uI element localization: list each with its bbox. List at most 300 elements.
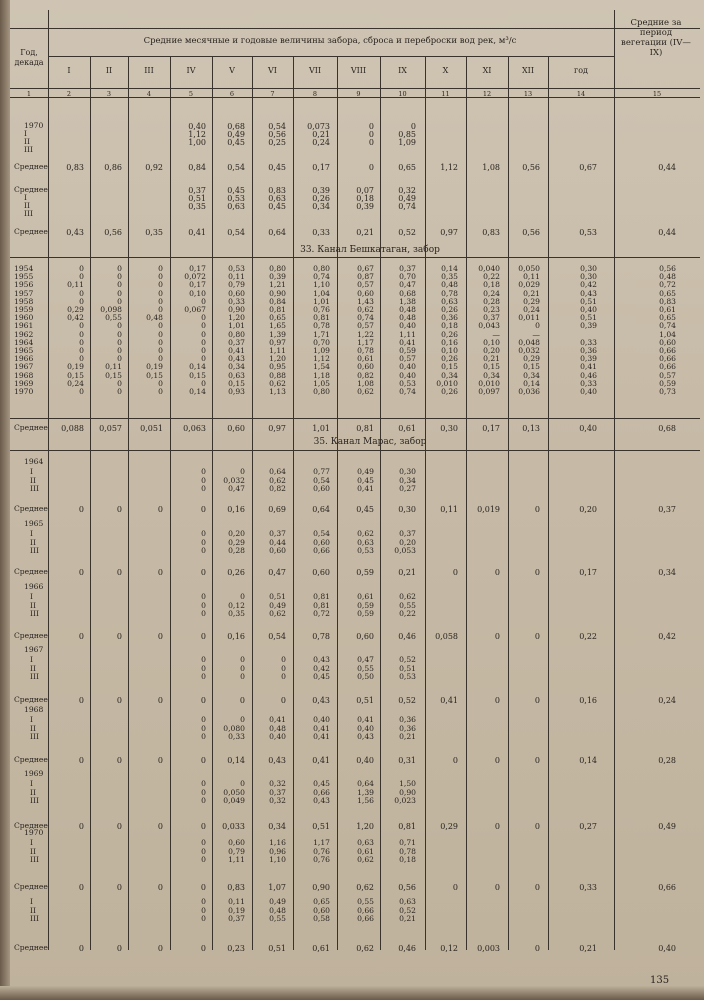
table-cell: 0,12 [228,600,245,610]
table-cell: 0,63 [357,537,374,547]
table-cell: 0,66 [659,346,676,355]
avg-cell: 0,45 [356,505,374,514]
table-cell: 0,52 [399,905,416,915]
avg-cell: 0,40 [579,424,597,433]
year-label: 1955 [14,272,34,282]
table-cell: 0,10 [189,288,206,298]
table-cell: 0,95 [269,362,286,372]
table-cell: 0 [240,655,245,664]
avg-label: Среднее [14,567,48,576]
table-cell: 0,34 [523,370,540,380]
row-label: I [24,193,27,202]
column-number: 5 [188,90,194,98]
year-label: 1968 [14,370,34,380]
avg-cell: 0,26 [227,568,245,577]
table-cell: 0,29 [523,296,540,306]
table-cell: 0,14 [523,378,540,388]
table-cell: 0,45 [357,475,374,485]
avg-cell: 0 [200,756,206,765]
table-cell: 1,17 [357,337,374,347]
table-cell: 0,93 [228,387,245,396]
table-cell: 0 [368,130,374,139]
avg-cell: 0,78 [312,632,330,641]
table-cell: 0 [79,296,84,306]
table-cell: 0,029 [518,280,540,290]
table-cell: 0,43 [357,732,374,741]
table-cell: 0,10 [441,346,458,355]
table-cell: 0,55 [399,600,416,610]
table-cell: 0,39 [580,354,597,364]
table-cell: 0,45 [313,779,330,788]
avg-label: Среднее [14,821,48,830]
avg-label: Среднее [14,943,48,952]
table-cell: 0 [281,672,286,681]
table-cell: 1,18 [313,370,330,380]
column-number: 3 [106,90,112,98]
table-cell: 0,83 [482,228,500,237]
table-cell: 0,78 [357,346,374,355]
table-cell: 0,18 [441,321,458,331]
table-cell: 0,49 [227,130,245,139]
table-cell: 0 [201,715,206,724]
table-cell: 0,67 [579,163,597,172]
table-cell: 0,57 [399,354,416,364]
table-cell: 0,18 [483,280,500,290]
avg-cell: 0 [200,822,206,831]
row-label: Среднее [14,227,48,236]
table-cell: 0,48 [659,272,676,282]
table-cell: 0 [201,354,206,364]
table-cell: 1,50 [399,779,416,788]
column-number: 12 [482,90,492,98]
table-cell: 0,63 [227,202,245,211]
table-cell: 0,15 [189,370,206,380]
table-cell: 1,22 [357,329,374,339]
table-cell: 0,55 [269,914,286,923]
month-header-10: X [442,66,449,75]
avg-cell: 0 [494,568,500,577]
month-header-5: V [229,66,235,75]
table-cell: 0,43 [228,354,245,364]
table-cell: 0,68 [399,288,416,298]
header-veg-title: Средние за период вегетации (IV—IX) [621,18,691,58]
table-cell: 0,11 [105,362,122,372]
table-cell: 0,62 [357,529,374,538]
avg-cell: 0 [200,568,206,577]
avg-cell: 0,51 [312,822,330,831]
avg-cell: 0,34 [268,822,286,831]
table-cell: 0,032 [518,346,540,355]
table-cell: 0 [158,354,163,364]
table-cell: 0,40 [580,305,597,314]
avg-cell: 0 [78,756,84,765]
table-cell: 0,30 [399,467,416,476]
table-cell: 0,41 [580,362,597,372]
table-cell: 0,26 [441,387,458,396]
table-cell: 0 [117,280,122,290]
avg-cell: 0,14 [579,756,597,765]
table-cell: 0,073 [307,122,330,131]
avg-cell: 0,063 [183,424,206,433]
table-cell: 0,40 [357,723,374,733]
table-cell: 0,40 [399,362,416,372]
table-cell: 1,12 [440,163,458,172]
table-cell: 0,17 [189,280,206,290]
table-cell: 0,34 [441,370,458,380]
avg-cell: 0 [494,822,500,831]
table-cell: 0,54 [227,163,245,172]
table-cell: 0,60 [357,362,374,372]
table-cell: 0,41 [313,723,330,733]
table-cell: 0,77 [313,467,330,476]
avg-cell: 0 [200,883,206,892]
table-cell: 0,63 [441,296,458,306]
avg-cell: 0,033 [222,822,245,831]
table-cell: 0,30 [580,272,597,282]
month-header-8: VIII [350,66,367,75]
table-cell: 0,14 [441,264,458,273]
table-cell: 0,15 [523,362,540,372]
table-cell: 0,11 [228,272,245,282]
avg-cell: 0 [157,756,163,765]
year-label: 1968 [24,705,44,714]
avg-cell: 0 [157,505,163,514]
table-cell: 0,52 [398,228,416,237]
table-cell: 0,55 [357,663,374,673]
avg-cell: 0,51 [268,944,286,953]
year-label: 1967 [24,645,44,654]
table-cell: 0,41 [188,228,206,237]
table-cell: 0,049 [223,796,245,805]
table-cell: 0,74 [398,202,416,211]
table-cell: 0,59 [659,378,676,388]
table-cell: 0,35 [145,228,163,237]
avg-cell: 0,61 [312,944,330,953]
table-cell: 0 [201,723,206,733]
table-cell: 0 [240,715,245,724]
decade-label: II [30,475,36,485]
avg-cell: 0,41 [312,756,330,765]
table-cell: 0,47 [228,484,245,493]
decade-label: II [30,537,36,547]
table-cell: 0,46 [580,370,597,380]
year-label: 1969 [14,378,34,388]
avg-cell: 0 [534,822,540,831]
avg-cell: 0 [157,944,163,953]
table-cell: 0,53 [399,378,416,388]
year-label: 1954 [14,264,34,273]
avg-cell: 0,46 [398,632,416,641]
year-label: 1969 [24,769,44,778]
row-label: Среднее [14,185,48,194]
table-cell: 0,66 [659,354,676,364]
table-cell: 1,17 [313,838,330,847]
table-cell: 0,40 [580,387,597,396]
table-cell: 0 [158,296,163,306]
table-cell: 0,72 [313,609,330,618]
table-cell: 0 [201,346,206,355]
avg-cell: 0 [534,883,540,892]
table-cell: 1,13 [269,387,286,396]
table-cell: 0,18 [399,855,416,864]
table-cell: 0,56 [522,228,540,237]
table-cell: 0,74 [313,272,330,282]
avg-cell: 0,058 [435,632,458,641]
table-cell: 0,92 [145,163,163,172]
table-cell: 0,41 [357,715,374,724]
table-cell: 0,80 [313,264,330,273]
avg-label: Среднее [14,695,48,704]
year-label: 1957 [14,288,34,298]
avg-cell: 0,49 [658,822,676,831]
avg-cell: 0,17 [579,568,597,577]
table-cell: 0,45 [313,672,330,681]
avg-cell: 0,52 [398,696,416,705]
decade-label: I [30,467,33,476]
avg-cell: 0,17 [482,424,500,433]
avg-label: Среднее [14,631,48,640]
table-cell: 0,62 [269,609,286,618]
column-number: 14 [576,90,586,98]
table-cell: 0,15 [67,370,84,380]
table-cell: 0 [158,321,163,331]
table-cell: 0,61 [357,592,374,601]
header-god-dekada: Год, декада [14,48,44,67]
year-label: 1965 [14,346,34,355]
table-cell: 0,040 [478,264,500,273]
table-cell: 0,48 [399,305,416,314]
table-cell: 0,14 [189,387,206,396]
table-cell: 0,072 [184,272,206,282]
avg-cell: 0,56 [398,883,416,892]
decade-label: II [30,905,36,915]
table-cell: 0,36 [441,313,458,323]
column-number: 11 [441,90,450,98]
table-cell: 0 [117,354,122,364]
table-cell: 0,60 [357,288,374,298]
table-cell: 0,78 [441,288,458,298]
table-cell: 0 [201,329,206,339]
avg-cell: 0,83 [227,883,245,892]
table-cell: 0,37 [483,313,500,323]
table-cell: 0,41 [399,337,416,347]
avg-cell: 0,33 [579,883,597,892]
avg-cell: 1,07 [268,883,286,892]
avg-cell: 0 [452,756,458,765]
table-cell: 0 [281,663,286,673]
table-cell: 0,53 [228,264,245,273]
avg-cell: 0,40 [356,756,374,765]
table-cell: 0 [201,855,206,864]
avg-cell: 0 [78,505,84,514]
year-label: 1970 [24,828,44,837]
table-cell: 0,14 [189,362,206,372]
table-cell: 0 [240,779,245,788]
avg-cell: 0 [116,883,122,892]
table-cell: 0,66 [659,362,676,372]
table-cell: 0,84 [188,163,206,172]
table-cell: 0,33 [580,337,597,347]
table-cell: 0,33 [580,378,597,388]
avg-cell: 0,21 [579,944,597,953]
avg-cell: 0,60 [312,568,330,577]
avg-cell: 0 [534,944,540,953]
table-cell: 0,71 [399,838,416,847]
table-cell: 0,37 [269,529,286,538]
table-cell: 0,26 [441,329,458,339]
table-cell: 0,70 [313,337,330,347]
table-cell: 1,09 [313,346,330,355]
column-rule [466,56,467,950]
month-header-9: IX [398,66,407,75]
table-cell: 0,78 [399,846,416,856]
avg-cell: 0,54 [268,632,286,641]
table-cell: 0 [79,346,84,355]
table-cell: 0,45 [268,202,286,211]
avg-label: Среднее [14,882,48,891]
table-cell: 0,098 [100,305,122,314]
table-cell: 0,81 [313,600,330,610]
avg-cell: 0,68 [658,424,676,433]
decade-label: III [30,609,39,618]
column-rule [90,56,91,950]
decade-label: III [30,484,39,493]
table-cell: 0,72 [659,280,676,290]
table-cell: 0,22 [483,272,500,282]
table-cell: 0 [535,321,540,331]
table-cell: 0,85 [398,130,416,139]
decade-label: I [30,897,33,906]
avg-cell: 0 [78,883,84,892]
year-label: 1960 [14,313,34,323]
year-label: 1964 [24,457,44,466]
avg-cell: 0,37 [658,505,676,514]
table-cell: 0,81 [313,313,330,323]
table-cell: 0,40 [399,321,416,331]
table-cell: 0,59 [357,600,374,610]
column-number: 7 [270,90,275,98]
table-cell: 0,19 [228,905,245,915]
avg-cell: 0 [452,568,458,577]
table-cell: 0,64 [269,467,286,476]
table-cell: 0 [240,467,245,476]
table-cell: 0,37 [399,264,416,273]
header-main-title: Средние месячные и годовые величины забора, сброса и переброски вод рек, м³/с [143,36,517,46]
table-cell: 0,29 [523,354,540,364]
avg-cell: 0 [116,756,122,765]
table-cell: 0 [158,387,163,396]
table-cell: 0,28 [228,546,245,555]
avg-cell: 0 [157,696,163,705]
table-cell: 0 [201,546,206,555]
table-cell: 1,43 [357,296,374,306]
table-cell: 0,65 [269,313,286,323]
table-cell: 1,10 [269,855,286,864]
table-cell: 0,79 [228,280,245,290]
table-cell: 0,53 [227,194,245,203]
table-cell: 0,35 [441,272,458,282]
avg-cell: 0,057 [99,424,122,433]
table-cell: 0,57 [357,280,374,290]
table-cell: 0,49 [357,467,374,476]
avg-cell: 0,051 [140,424,163,433]
table-cell: 0,35 [228,609,245,618]
table-cell: 0,48 [269,905,286,915]
month-header-12: XII [521,66,534,75]
table-cell: 0,067 [184,305,206,314]
table-cell: 0 [158,288,163,298]
table-cell: 0,49 [398,194,416,203]
table-cell: 0,63 [399,897,416,906]
row-label: III [24,145,33,154]
table-cell: 0,56 [522,163,540,172]
decade-label: II [30,846,36,856]
column-number: 10 [398,90,407,98]
table-cell: 0,74 [659,321,676,331]
table-cell: 0,60 [313,537,330,547]
table-cell: 0,48 [146,313,163,323]
month-header-3: III [144,66,154,75]
avg-cell: 0 [116,632,122,641]
table-cell: 0,63 [268,194,286,203]
table-cell: 0,15 [105,370,122,380]
table-cell: 0,51 [399,663,416,673]
table-cell: 0,76 [313,305,330,314]
avg-cell: 0 [116,568,122,577]
table-cell: 1,08 [482,163,500,172]
avg-cell: 0,43 [268,756,286,765]
table-cell: 0,33 [228,732,245,741]
table-cell: 0 [201,732,206,741]
year-label: 1966 [14,354,34,364]
table-cell: 0,80 [313,387,330,396]
month-header-2: II [105,66,113,75]
table-cell: 1,00 [188,138,206,147]
table-cell: 0 [79,337,84,347]
avg-cell: 0 [200,944,206,953]
table-cell: 0,53 [399,672,416,681]
table-cell: 0,60 [228,288,245,298]
table-cell: 0,76 [313,846,330,856]
table-cell: 0,21 [523,288,540,298]
table-cell: 0,60 [313,484,330,493]
avg-cell: 0 [200,505,206,514]
table-cell: 0,61 [659,305,676,314]
table-cell: 0 [79,321,84,331]
avg-cell: 0 [116,696,122,705]
table-cell: 0,011 [518,313,540,323]
decade-label: III [30,672,39,681]
table-cell: 0,39 [269,272,286,282]
table-cell: 0,34 [228,362,245,372]
avg-cell: 0,12 [440,944,458,953]
table-cell: 1,20 [228,313,245,323]
table-cell: 0,11 [523,272,540,282]
table-cell: 0 [201,537,206,547]
avg-cell: 0,47 [268,568,286,577]
year-label: 1964 [14,337,34,347]
table-cell: 0,40 [188,122,206,131]
table-cell: 0,21 [399,914,416,923]
table-cell: 0,62 [269,475,286,485]
table-cell: 0,64 [357,779,374,788]
table-cell: 0,34 [483,370,500,380]
table-cell: 1,11 [228,855,245,864]
avg-cell: 0,90 [312,883,330,892]
table-cell: 1,11 [269,346,286,355]
table-cell: 0 [117,387,122,396]
decade-label: I [30,592,33,601]
